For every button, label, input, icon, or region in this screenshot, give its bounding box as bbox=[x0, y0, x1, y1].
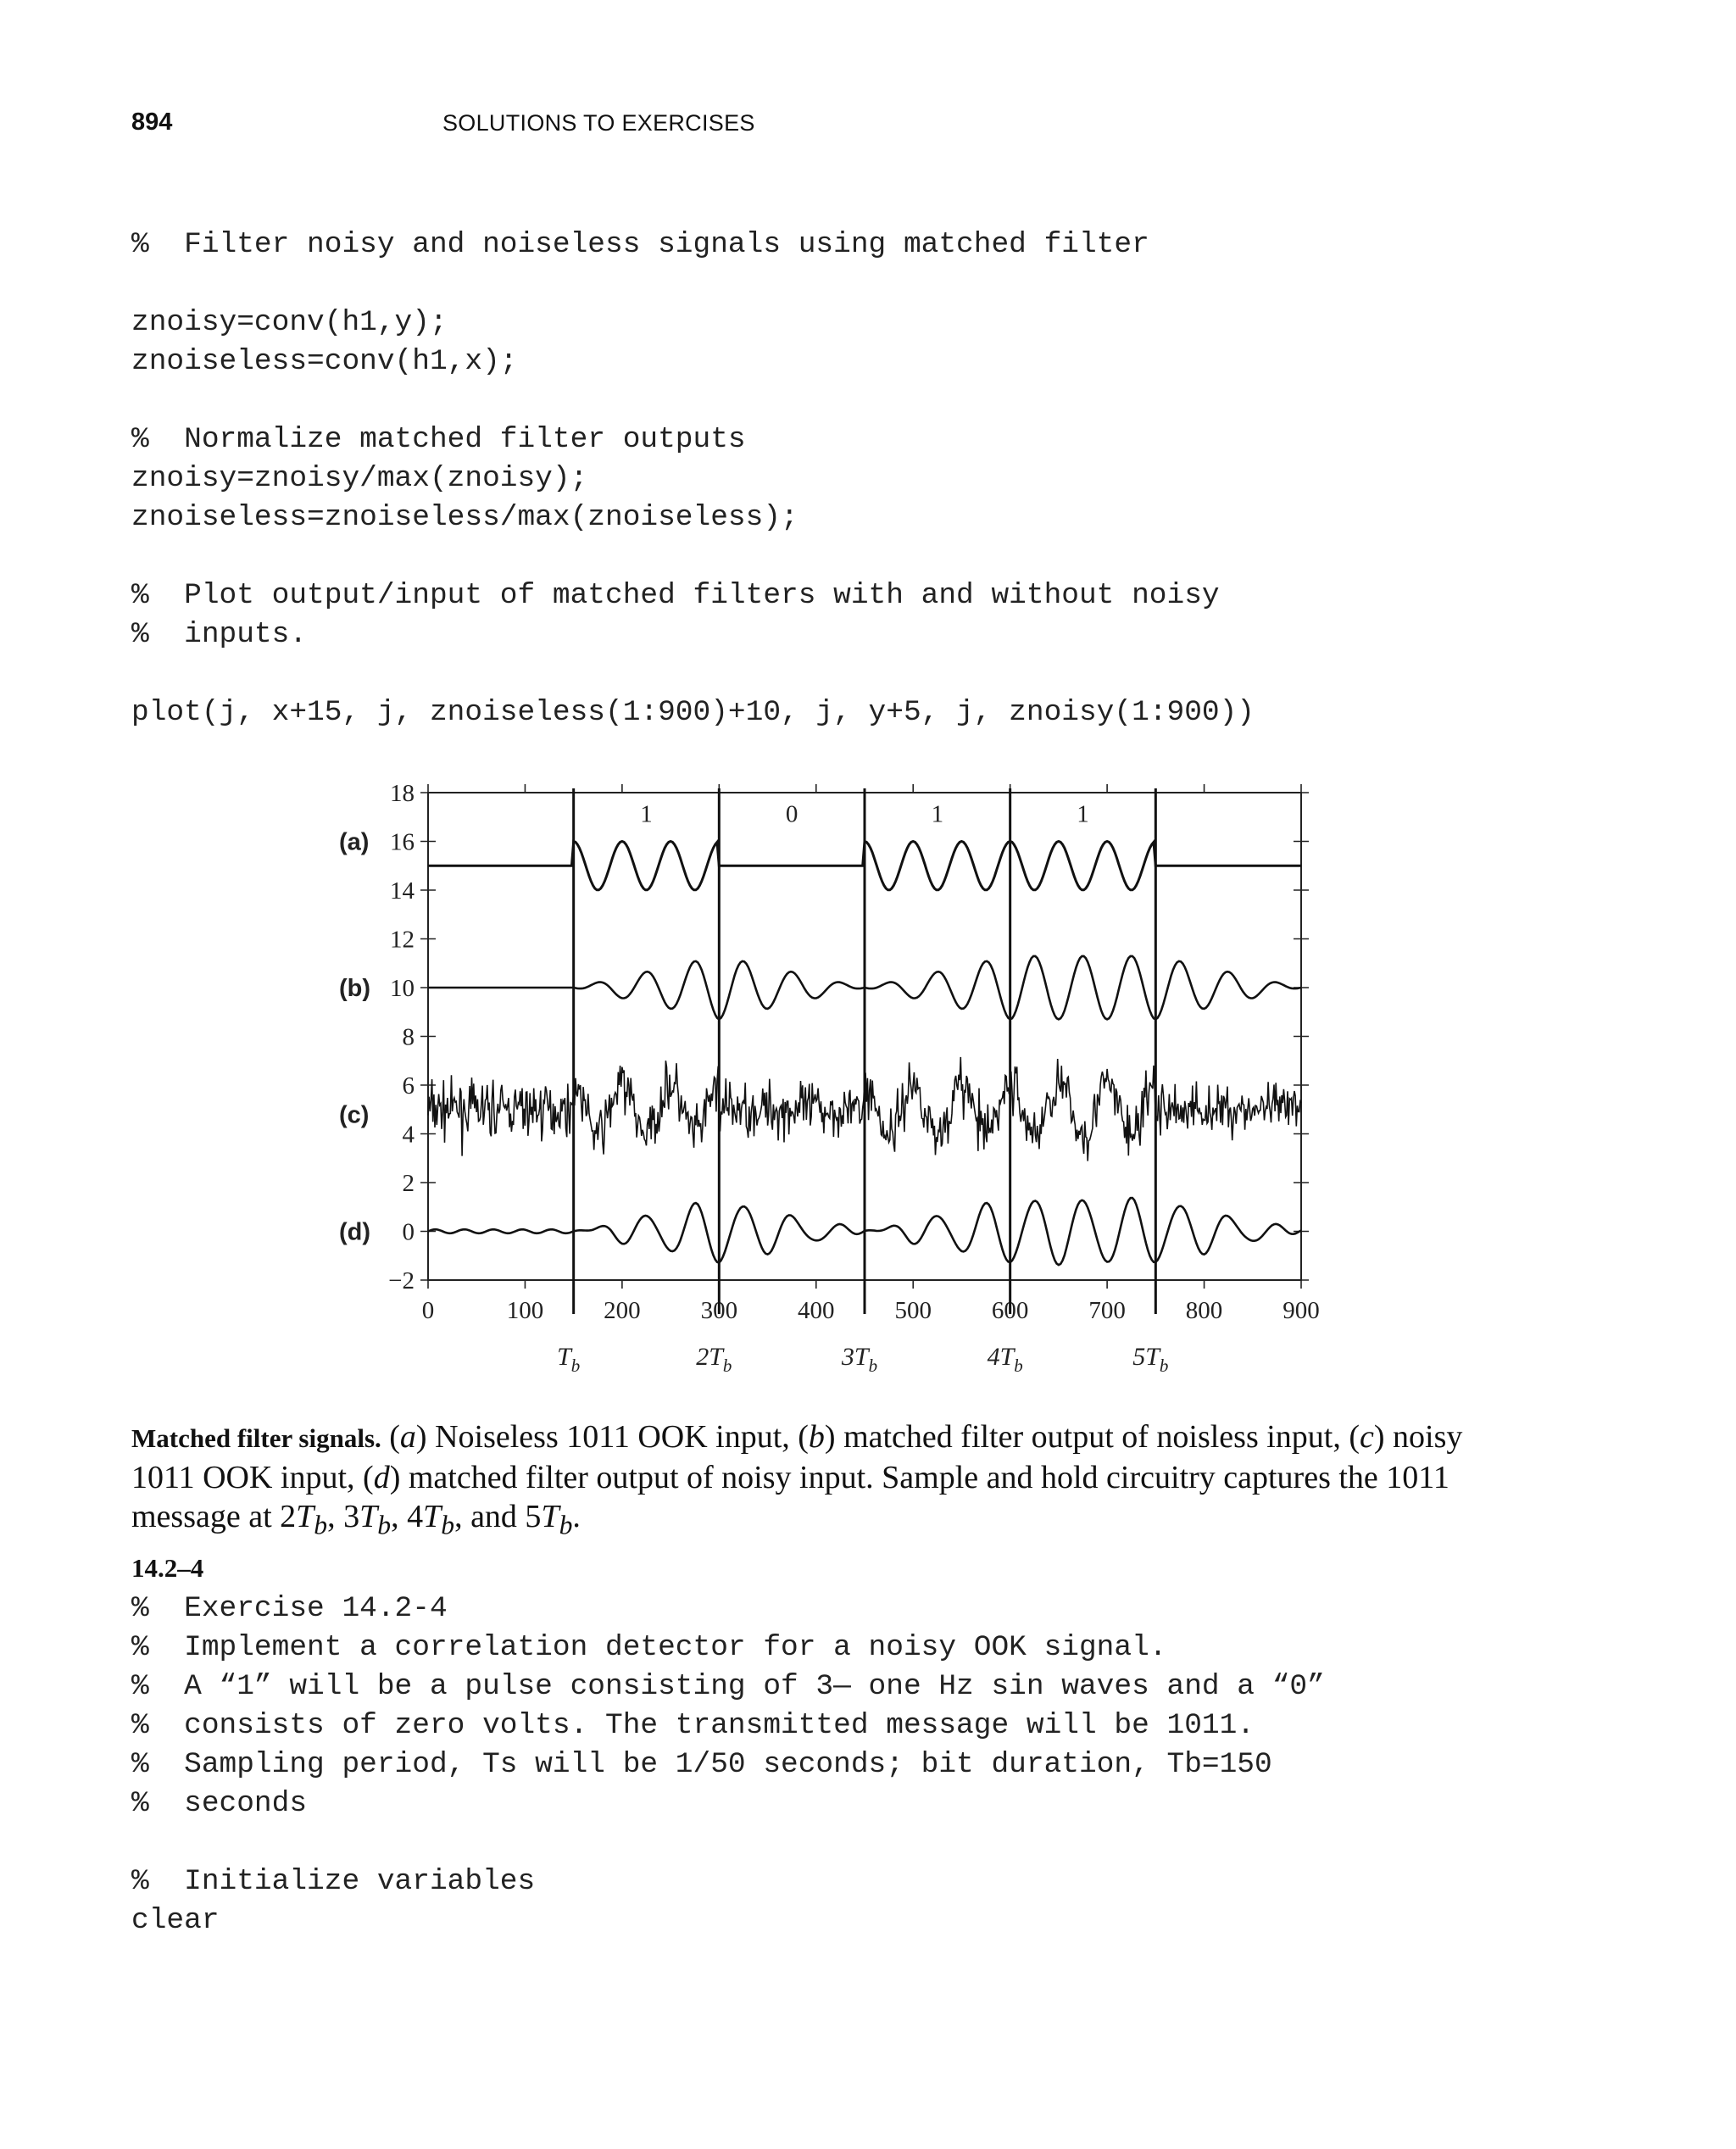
y-tick-label: 0 bbox=[402, 1218, 415, 1246]
bit-label: 1 bbox=[640, 800, 653, 828]
series-label: (a) bbox=[339, 828, 370, 856]
x-tick-label: 500 bbox=[894, 1297, 932, 1324]
code-block-bottom: % Exercise 14.2-4 % Implement a correlation detector for a noisy OOK signal. % A “1” will be a pulse consisting of 3— one Hz sin waves and a “0” % consists of zero volts. The transmitted message will be 1011. % Sampling period, Ts will be 1/50 seconds; bit duration, Tb=150 % seconds % Initialize variables clear bbox=[131, 1592, 1325, 1937]
series-label: (b) bbox=[339, 975, 371, 1002]
tb-label: $2T_b$ bbox=[696, 1343, 732, 1376]
bit-label: 1 bbox=[1077, 800, 1089, 828]
matched-filter-figure bbox=[322, 767, 1339, 1378]
code-block-top: % Filter noisy and noiseless signals using matched filter znoisy=conv(h1,y); znoiseless=conv(h1,x); % Normalize matched filter outputs znoisy=znoisy/max(znoisy); znoiseless=znoiseless/max(znoiseless); % Plot output/input of matched filters with and without noisy % inputs. plot(j, x+15, j, znoiseless(1:900)+10, j, y+5, j, znoisy(1:900)) bbox=[131, 228, 1255, 729]
series-label: (c) bbox=[339, 1101, 370, 1129]
x-tick-label: 300 bbox=[700, 1297, 738, 1324]
section-heading: 14.2–4 bbox=[131, 1553, 204, 1583]
bit-label: 0 bbox=[785, 800, 798, 828]
tb-label: $5T_b$ bbox=[1132, 1343, 1169, 1376]
bit-label: 1 bbox=[931, 800, 944, 828]
y-tick-label: 4 bbox=[402, 1121, 415, 1149]
y-tick-label: −2 bbox=[388, 1267, 415, 1294]
page-number: 894 bbox=[131, 109, 173, 136]
running-title: SOLUTIONS TO EXERCISES bbox=[442, 110, 755, 136]
x-tick-label: 800 bbox=[1185, 1297, 1223, 1324]
y-tick-label: 6 bbox=[402, 1072, 415, 1100]
y-tick-label: 14 bbox=[390, 877, 415, 905]
y-tick-label: 10 bbox=[390, 975, 415, 1002]
x-tick-label: 600 bbox=[991, 1297, 1029, 1324]
y-tick-label: 8 bbox=[402, 1023, 415, 1051]
x-tick-label: 900 bbox=[1283, 1297, 1320, 1324]
x-tick-label: 100 bbox=[506, 1297, 544, 1324]
x-tick-label: 0 bbox=[421, 1297, 435, 1324]
tb-label: $3T_b$ bbox=[841, 1343, 878, 1376]
tb-label: $4T_b$ bbox=[987, 1343, 1023, 1376]
caption-title: Matched filter signals. bbox=[131, 1423, 381, 1453]
y-tick-label: 2 bbox=[402, 1170, 415, 1197]
y-tick-label: 18 bbox=[390, 780, 415, 807]
tb-label: $T_b$ bbox=[557, 1343, 581, 1376]
series-label: (d) bbox=[339, 1218, 371, 1246]
y-tick-label: 16 bbox=[390, 828, 415, 856]
x-tick-label: 200 bbox=[604, 1297, 641, 1324]
x-tick-label: 400 bbox=[798, 1297, 835, 1324]
x-tick-label: 700 bbox=[1088, 1297, 1126, 1324]
figure-caption: Matched filter signals. (a) Noiseless 1011 OOK input, (b) matched filter output of noisless input, (c) noisy 1011 OOK input, (d) matched filter output of noisy input. Sample and hold circuitry captures the 1011 message at $2T_b$, $3T_b$, $4T_b$, and $5T_b$. bbox=[131, 1419, 1463, 1540]
y-tick-label: 12 bbox=[390, 926, 415, 954]
